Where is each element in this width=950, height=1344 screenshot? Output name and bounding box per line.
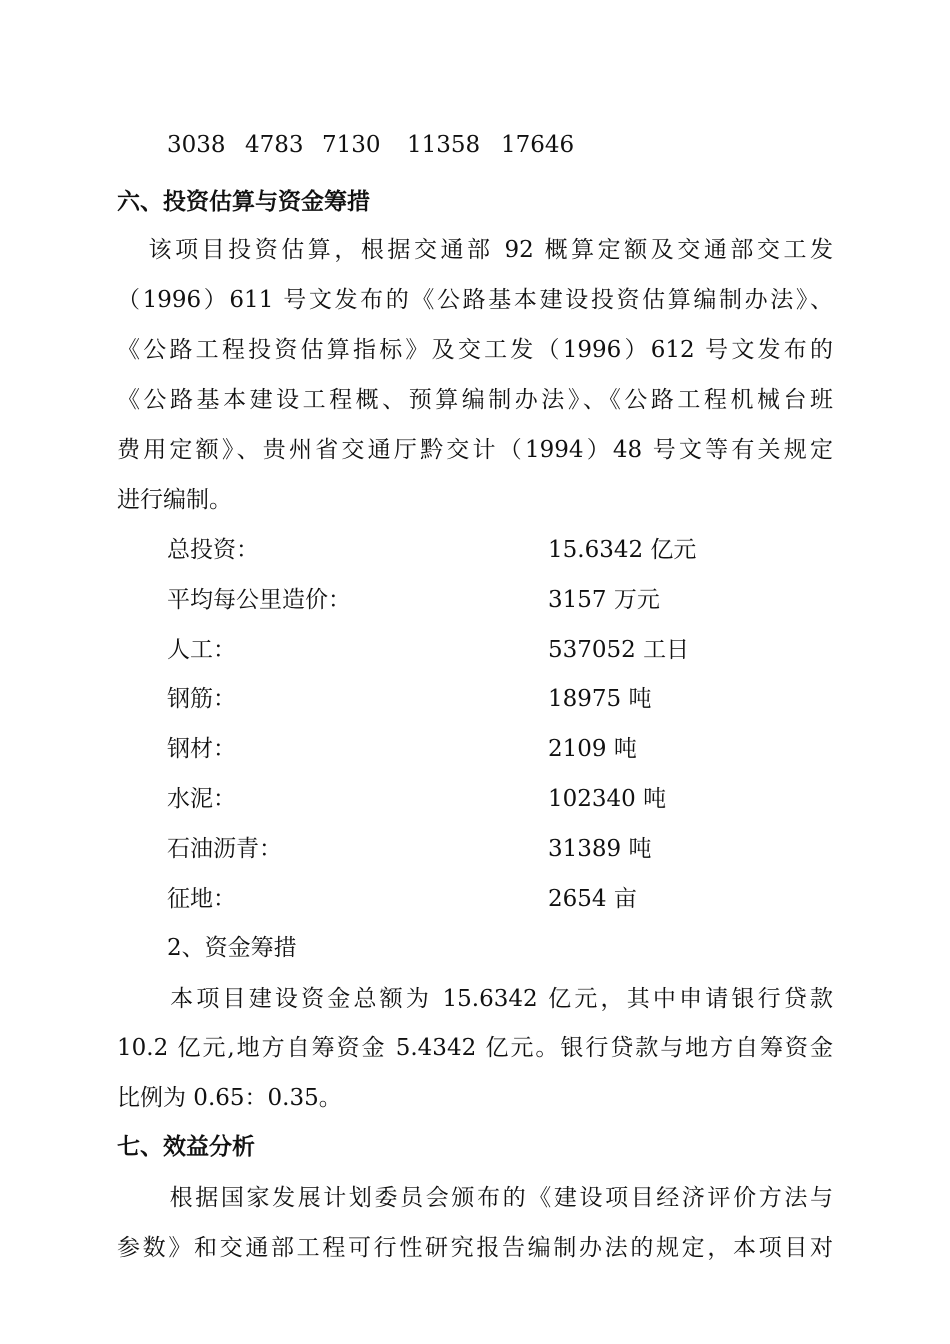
funding-para-line: 比例为 0.65：0.35。 xyxy=(117,1085,342,1111)
yearly-numbers-row xyxy=(167,132,574,158)
funding-para-line: 10.2 亿元,地方自筹资金 5.4342 亿元。银行贷款与地方自筹资金 xyxy=(117,1035,833,1061)
item-label: 征地： xyxy=(167,886,236,912)
number-cell: 7130 xyxy=(322,132,381,158)
number-cell: 17646 xyxy=(501,132,575,158)
item-label: 总投资： xyxy=(167,537,259,563)
section6-title: 六、投资估算与资金筹措 xyxy=(117,188,370,215)
item-value: 15.6342 亿元 xyxy=(548,537,697,563)
number-cell: 3038 xyxy=(167,132,226,158)
section6-para-line: （1996）611 号文发布的《公路基本建设投资估算编制办法》、 xyxy=(117,287,833,313)
section7-title: 七、效益分析 xyxy=(117,1133,255,1160)
section6-para-line: 进行编制。 xyxy=(117,487,232,513)
number-cell: 11358 xyxy=(407,132,481,158)
item-label: 钢材： xyxy=(167,736,236,762)
funding-para-line: 本项目建设资金总额为 15.6342 亿元，其中申请银行贷款 xyxy=(167,986,833,1012)
item-value: 3157 万元 xyxy=(548,587,660,613)
item-value: 102340 吨 xyxy=(548,786,667,812)
item-label: 人工： xyxy=(167,637,236,663)
item-value: 31389 吨 xyxy=(548,836,652,862)
item-label: 平均每公里造价： xyxy=(167,587,351,613)
section7-para-line: 参数》和交通部工程可行性研究报告编制办法的规定，本项目对 xyxy=(117,1235,833,1261)
item-value: 2109 吨 xyxy=(548,736,637,762)
item-label: 石油沥青： xyxy=(167,836,282,862)
item-value: 18975 吨 xyxy=(548,686,652,712)
item-value: 537052 工日 xyxy=(548,637,690,663)
section7-para-line: 根据国家发展计划委员会颁布的《建设项目经济评价方法与 xyxy=(167,1185,833,1211)
item-label: 钢筋： xyxy=(167,686,236,712)
section6-para-line: 《公路基本建设工程概、预算编制办法》、《公路工程机械台班 xyxy=(117,387,833,413)
section6-para-line: 《公路工程投资估算指标》及交工发（1996）612 号文发布的 xyxy=(117,337,833,363)
subsection-title: 2、资金筹措 xyxy=(167,935,297,961)
section6-para-line: 费用定额》、贵州省交通厅黔交计（1994）48 号文等有关规定 xyxy=(117,437,833,463)
item-value: 2654 亩 xyxy=(548,886,637,912)
number-cell: 4783 xyxy=(245,132,304,158)
item-label: 水泥： xyxy=(167,786,236,812)
section6-para-line: 该项目投资估算，根据交通部 92 概算定额及交通部交工发 xyxy=(145,237,833,263)
